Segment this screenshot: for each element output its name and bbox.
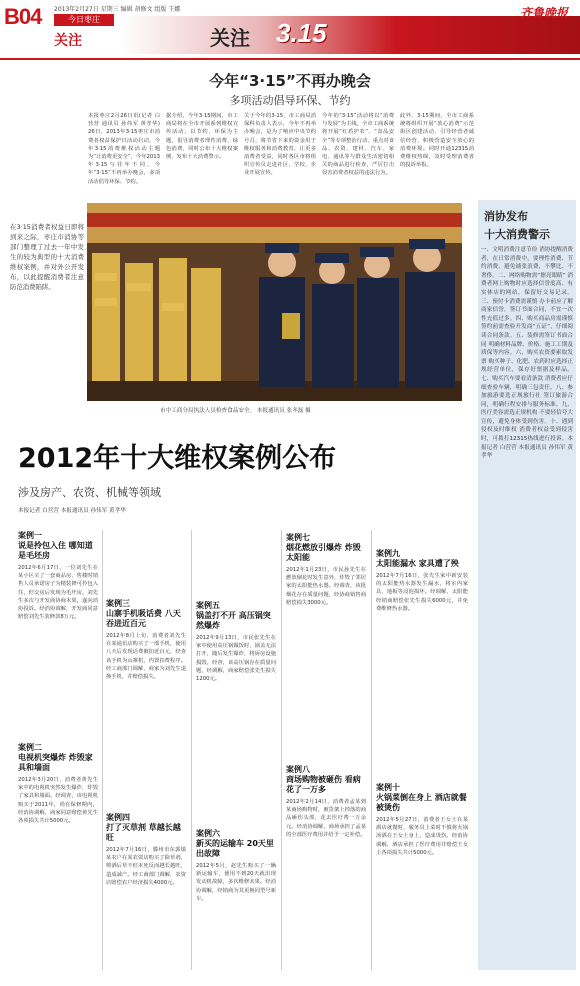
case-7-label: 案例七 bbox=[286, 533, 310, 542]
case-2-body: 2012年3月20日，消费者黄先生家中的电视机突然发生爆炸，炸毁了家具和墙面。经调查，该电视机购买于2011年，尚在保修期内，经消协调解，商家同意赔偿黄先生各项损失共计5000元。 bbox=[18, 777, 98, 825]
case-8 bbox=[286, 764, 366, 978]
paper-logo: 齐鲁晚报 bbox=[520, 6, 569, 20]
case-6-body: 2012年5月，赵先生购买了一辆新运输车，使用不到20天就出现发动机故障，多次维修未果。经消协调解，经销商为其更换同型号新车。 bbox=[196, 863, 276, 902]
case-1-title: 说是拎包入住 哪知道是毛坯房 bbox=[18, 541, 93, 560]
column-rule bbox=[371, 530, 372, 970]
case-5 bbox=[196, 600, 276, 824]
section-tag: 今日枣庄 bbox=[54, 14, 114, 26]
case-10-body: 2012年5月27日，消费者王女士在某酒店就餐时，服务员上菜时不慎将火锅汤洒在王女士身上，造成烫伤。经消协调解，酒店承担了医疗费用并赔偿王女士各项损失共计5000元。 bbox=[376, 817, 468, 856]
section-label: 关注 bbox=[54, 33, 82, 49]
case-6 bbox=[196, 828, 276, 982]
case-4-title: 打了灭草剂 草越长越旺 bbox=[106, 823, 181, 842]
sidebar-body: 一、文明消费注意节俭 消协提醒消费者，在日常消费中，要理性消费、节约消费，避免铺张浪费，不攀比、不奢侈。二、网络购物需“擦亮眼睛” 消费者网上购物时应选择信誉度高、有实体店的网站，保留好交易记录。三、预付卡消费需谨慎 办卡前应了解商家信誉，签订书面合同，不宜一次性充值过多。四、购买商品房需谨慎 签约前需查验开发商“五证”，仔细阅读合同条款。五、装修需签订书面合同 明确材料品牌、价格、施工工期及质保等内容。六、购买农资要索取发票 购买种子、化肥、农药时应选择正规经营单位，保存好票据及样品。七、购买汽车要看清条款 消费者应仔细查验车辆，明确三包责任。八、参加旅游要选正规旅行社 签订旅游合同，明确行程安排与服务标准。九、医疗美容需选正规机构 不要轻信夸大宣传，避免身体受到伤害。十、遇到侵权及时维权 消费者权益受到侵害时，可拨打12315热线进行投诉。本报记者 白营营 本报通讯员 孙伟军 黄孝华 bbox=[481, 247, 573, 460]
photo-illustration bbox=[87, 203, 462, 401]
case-9-label: 案例九 bbox=[376, 549, 400, 558]
header-rule bbox=[0, 58, 580, 60]
case-7-title: 烟花燃放引爆炸 炸毁太阳能 bbox=[286, 543, 361, 562]
case-6-label: 案例六 bbox=[196, 829, 220, 838]
cases-byline: 本报记者 白营营 本报通讯员 孙伟军 黄孝华 bbox=[18, 508, 126, 514]
case-10-label: 案例十 bbox=[376, 783, 400, 792]
banner-315: 3.15 bbox=[276, 18, 327, 48]
case-5-label: 案例五 bbox=[196, 601, 220, 610]
case-2-label: 案例二 bbox=[18, 743, 42, 752]
case-2-title: 电视机突爆炸 炸毁家具和墙面 bbox=[18, 753, 93, 772]
case-5-body: 2012年9月13日，市民张先生在家中使用高压锅做饭时，锅盖无法打开，随后发生爆炸，将厨房设施损毁。经查，该高压锅存在质量问题，经调解，商家赔偿张先生损失1200元。 bbox=[196, 635, 276, 683]
case-8-body: 2012年2月14日，消费者孟某到某商场购物时，被货架上掉落的商品砸伤头部，花去医疗费一万余元。经消协调解，商场承担了孟某的全部医疗费用并给予一定补偿。 bbox=[286, 799, 366, 838]
case-6-title: 新买的运输车 20天里出故障 bbox=[196, 839, 274, 858]
case-4-body: 2012年7月16日，滕州市东郭镇某农户在某农资店购买了除草剂，喷洒后草不但未死反而越长越旺，造成减产。经工商部门调解，农资店赔偿农户经济损失4000元。 bbox=[106, 847, 186, 886]
page-number: B04 bbox=[4, 4, 42, 29]
sidebar-title-2: 十大消费警示 bbox=[484, 228, 550, 241]
case-2 bbox=[18, 742, 98, 966]
case-7-body: 2012年1月23日，市民孙先生在燃放烟花时发生意外，炸毁了邻居家的太阳能热水器。经调查，该批烟花存在质量问题，经协商销售商赔偿损失3000元。 bbox=[286, 567, 366, 606]
case-3-label: 案例三 bbox=[106, 599, 130, 608]
case-4-label: 案例四 bbox=[106, 813, 130, 822]
top-article-subtitle: 多项活动倡导环保、节约 bbox=[229, 94, 351, 107]
column-rule bbox=[191, 530, 192, 970]
top-article-title: 今年“3·15”不再办晚会 bbox=[209, 72, 371, 90]
case-10 bbox=[376, 782, 468, 986]
top-article-col1: 本报枣庄2月26日讯(记者 白营营 通讯员 孙伟军 黄孝华) 26日，2013年3·15枣庄市消费者权益保护日活动启动，今年3·15消费维权活动主题为“让消费更安全”，今年2013年3·15与往年不同，今年“3·15”不再举办晚会，多项活动倡导环保、节约。 bbox=[88, 113, 160, 185]
case-7 bbox=[286, 532, 366, 766]
case-3-body: 2012年8月上旬，消费者刘先生在某通讯店购买了一部手机，使用八天后发现话费被扣近百元，经查该手机为山寨机，内置扣费程序。经工商部门调解，商家为刘先生退换手机，并赔偿损失。 bbox=[106, 633, 186, 681]
case-8-label: 案例八 bbox=[286, 765, 310, 774]
case-5-title: 锅盖打不开 高压锅突然爆炸 bbox=[196, 611, 271, 630]
cases-headline: 2012年十大维权案例公布 bbox=[18, 443, 337, 474]
banner-label: 关注 bbox=[210, 26, 250, 50]
case-3-title: 山寨手机吸话费 八天吞进近百元 bbox=[106, 609, 181, 628]
case-9-body: 2012年7月16日，张先生家中新安装的太阳能热水器发生漏水，将室内家具、地板等浸泡损坏。经调解，太阳能经销商赔偿张先生损失6000元，并免费维修热水器。 bbox=[376, 573, 468, 612]
top-article-col4: 今年的“3·15”活动将以“消费与发展”为主线，全市工商系统将开展“红盾护农”、“食品安全”等专项整治行动，重点对食品、农资、建材、汽车、家电、通讯等与群众生活密切相关的商品进行检查，严厉打击侵害消费者权益的违法行为。 bbox=[322, 113, 394, 177]
case-1-label: 案例一 bbox=[18, 531, 42, 540]
cases-subheadline: 涉及房产、农资、机械等领域 bbox=[18, 486, 161, 499]
case-9 bbox=[376, 548, 468, 772]
sidebar-title: 消协发布 bbox=[484, 210, 528, 223]
news-photo bbox=[87, 203, 462, 401]
top-article-col3: 关于今年的3·15，市工商局消保科负责人表示，今年不再举办晚会，是为了响应中央节约号召，将节省下来的资金用于维权服务和消费教育，让更多消费者受益，同时各区市将组织宣传员走进社区、学校、企业开展宣传。 bbox=[244, 113, 316, 177]
case-3 bbox=[106, 598, 186, 812]
case-1-body: 2012年6月17日，一位刘先生在某小区买了一套商品房，售楼时销售人员承诺房子为精装修可拎包入住，但交房后发现为毛坯房。刘先生多次与开发商协商未果，遂向消协投诉。经消协调解，开发商同意赔偿刘先生装修款8万元。 bbox=[18, 565, 98, 621]
case-9-title: 太阳能漏水 家具遭了殃 bbox=[376, 559, 459, 568]
photo-caption: 市中工商分局执法人员检查食品安全。 本报通讯员 张冬磊 摄 bbox=[160, 408, 311, 414]
case-4 bbox=[106, 812, 186, 986]
case-10-title: 火锅菜倒在身上 酒店就餐被烫伤 bbox=[376, 793, 467, 812]
intro-sidebar-text: 在3·15消费者权益日即将到来之际，枣庄市消协等部门整理了过去一年中发生的较为典型的十大消费维权案例，并对外公开发布，以此提醒消费者注意防范消费陷阱。 bbox=[10, 223, 84, 291]
case-8-title: 商场购物被砸伤 看病花了一万多 bbox=[286, 775, 361, 794]
column-rule bbox=[281, 530, 282, 970]
header-banner bbox=[120, 16, 580, 54]
issue-meta: 2013年2月27日 星期三 编辑 胡修文 组版 王娜 bbox=[54, 6, 181, 13]
case-1 bbox=[18, 530, 98, 754]
column-rule bbox=[102, 530, 103, 970]
top-article-col2: 据介绍，今年3·15期间，市工商局将在全市开展系列维权宣传活动，以节约、环保为主题，倡导消费者理性消费、绿色消费，同时公布十大维权案例，发布十大消费警示。 bbox=[166, 113, 238, 161]
top-article-col5: 此外，3·15期间，全市工商系统将组织开展“放心消费”示范街区创建活动，引导经营者诚信经营，积极营造安全放心的消费环境。同时开通12315消费维权热线，及时受理消费者的投诉举报。 bbox=[400, 113, 474, 169]
